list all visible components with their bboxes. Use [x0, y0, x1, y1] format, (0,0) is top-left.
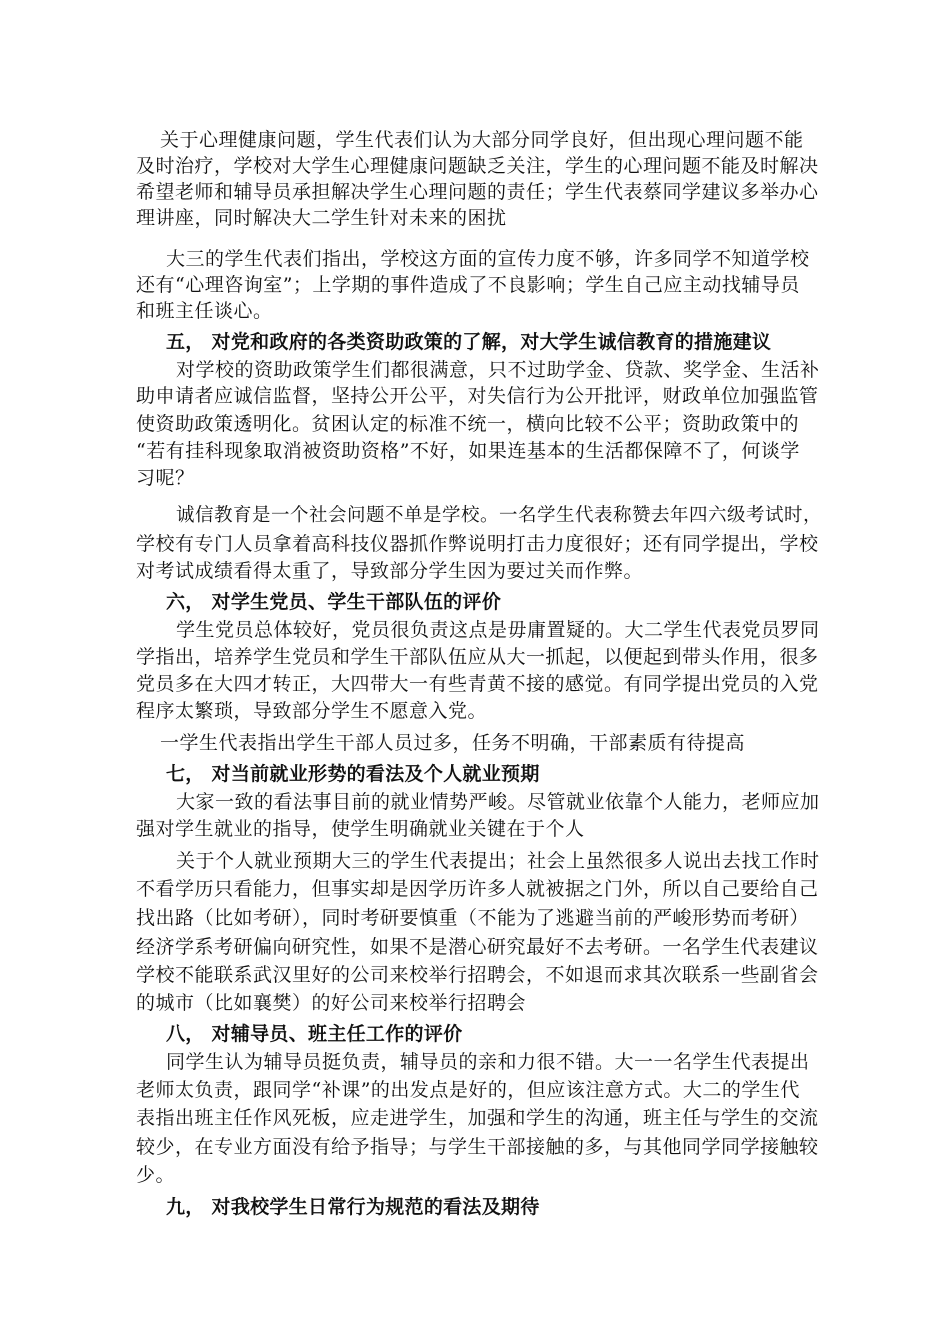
text-line: 大三的学生代表们指出，学校这方面的宣传力度不够，许多同学不知道学校: [166, 248, 810, 270]
text-line: 一学生代表指出学生干部人员过多，任务不明确，干部素质有待提高: [160, 732, 746, 754]
text-line: 同学生认为辅导员挺负责，辅导员的亲和力很不错。大一一名学生代表提出: [166, 1051, 810, 1073]
text-line: “若有挂科现象取消被资助资格”不好，如果连基本的生活都保障不了，何谈学: [136, 440, 800, 462]
text-line: 学生党员总体较好，党员很负责这点是毋庸置疑的。大二学生代表党员罗同: [176, 619, 820, 641]
text-line: 希望老师和辅导员承担解决学生心理问题的责任；学生代表蔡同学建议多举办心: [136, 181, 819, 203]
text-line: 不看学历只看能力，但事实却是因学历许多人就被据之门外，所以自己要给自己: [136, 878, 819, 900]
section-heading: 八， 对辅导员、班主任工作的评价: [166, 1023, 463, 1045]
text-line: 少。: [136, 1164, 176, 1186]
text-line: 助申请者应诚信监督，坚持公开公平，对失信行为公开批评，财政单位加强监管: [136, 385, 819, 407]
section-heading: 六， 对学生党员、学生干部队伍的评价: [166, 591, 502, 613]
text-line: 较少，在专业方面没有给予指导；与学生干部接触的多，与其他同学同学接触较: [136, 1136, 819, 1158]
text-line: 找出路（比如考研），同时考研要慎重（不能为了逃避当前的严峻形势而考研）: [136, 907, 810, 929]
text-line: 对学校的资助政策学生们都很满意，只不过助学金、贷款、奖学金、生活补: [176, 359, 820, 381]
text-line: 及时治疗，学校对大学生心理健康问题缺乏关注，学生的心理问题不能及时解决: [136, 155, 819, 177]
text-line: 大家一致的看法事目前的就业情势严峻。尽管就业依靠个人能力，老师应加: [176, 791, 820, 813]
text-line: 诚信教育是一个社会问题不单是学校。一名学生代表称赞去年四六级考试时，: [176, 505, 823, 526]
text-line: 和班主任谈心。: [136, 300, 273, 322]
text-line: 表指出班主任作风死板，应走进学生，加强和学生的沟通，班主任与学生的交流: [136, 1107, 819, 1129]
text-line: 关于个人就业预期大三的学生代表提出；社会上虽然很多人说出去找工作时: [176, 850, 820, 872]
text-line: 党员多在大四才转正，大四带大一有些青黄不接的感觉。有同学提出党员的入党: [136, 673, 819, 695]
text-line: 还有“心理咨询室”；上学期的事件造成了不良影响；学生自己应主动找辅导员: [136, 274, 800, 296]
section-heading: 七， 对当前就业形势的看法及个人就业预期: [166, 763, 540, 785]
section-heading: 九， 对我校学生日常行为规范的看法及期待: [166, 1196, 540, 1218]
text-line: 学校有专门人员拿着高科技仪器抓作弊说明打击力度很好；还有同学提出，学校: [136, 533, 819, 555]
text-line: 经济学系考研偏向研究性，如果不是潜心研究最好不去考研。一名学生代表建议: [136, 936, 819, 958]
text-line: 习呢？: [136, 467, 195, 489]
text-line: 使资助政策透明化。贫困认定的标准不统一，横向比较不公平；资助政策中的: [136, 413, 800, 435]
text-line: 理讲座，同时解决大二学生针对未来的困扰: [136, 207, 507, 229]
text-line: 老师太负责，跟同学“补课”的出发点是好的，但应该注意方式。大二的学生代: [136, 1079, 800, 1101]
text-line: 对考试成绩看得太重了，导致部分学生因为要过关而作弊。: [136, 560, 644, 582]
text-line: 学校不能联系武汉里好的公司来校举行招聘会，不如退而求其次联系一些副省会: [136, 964, 819, 986]
text-line: 的城市（比如襄樊）的好公司来校举行招聘会: [136, 992, 527, 1014]
text-line: 学指出，培养学生党员和学生干部队伍应从大一抓起，以便起到带头作用，很多: [136, 646, 819, 668]
text-line: 关于心理健康问题，学生代表们认为大部分同学良好，但出现心理问题不能: [160, 129, 804, 151]
text-line: 强对学生就业的指导，使学生明确就业关键在于个人: [136, 818, 585, 840]
section-heading: 五， 对党和政府的各类资助政策的了解，对大学生诚信教育的措施建议: [166, 331, 772, 353]
text-line: 程序太繁琐，导致部分学生不愿意入党。: [136, 700, 488, 722]
